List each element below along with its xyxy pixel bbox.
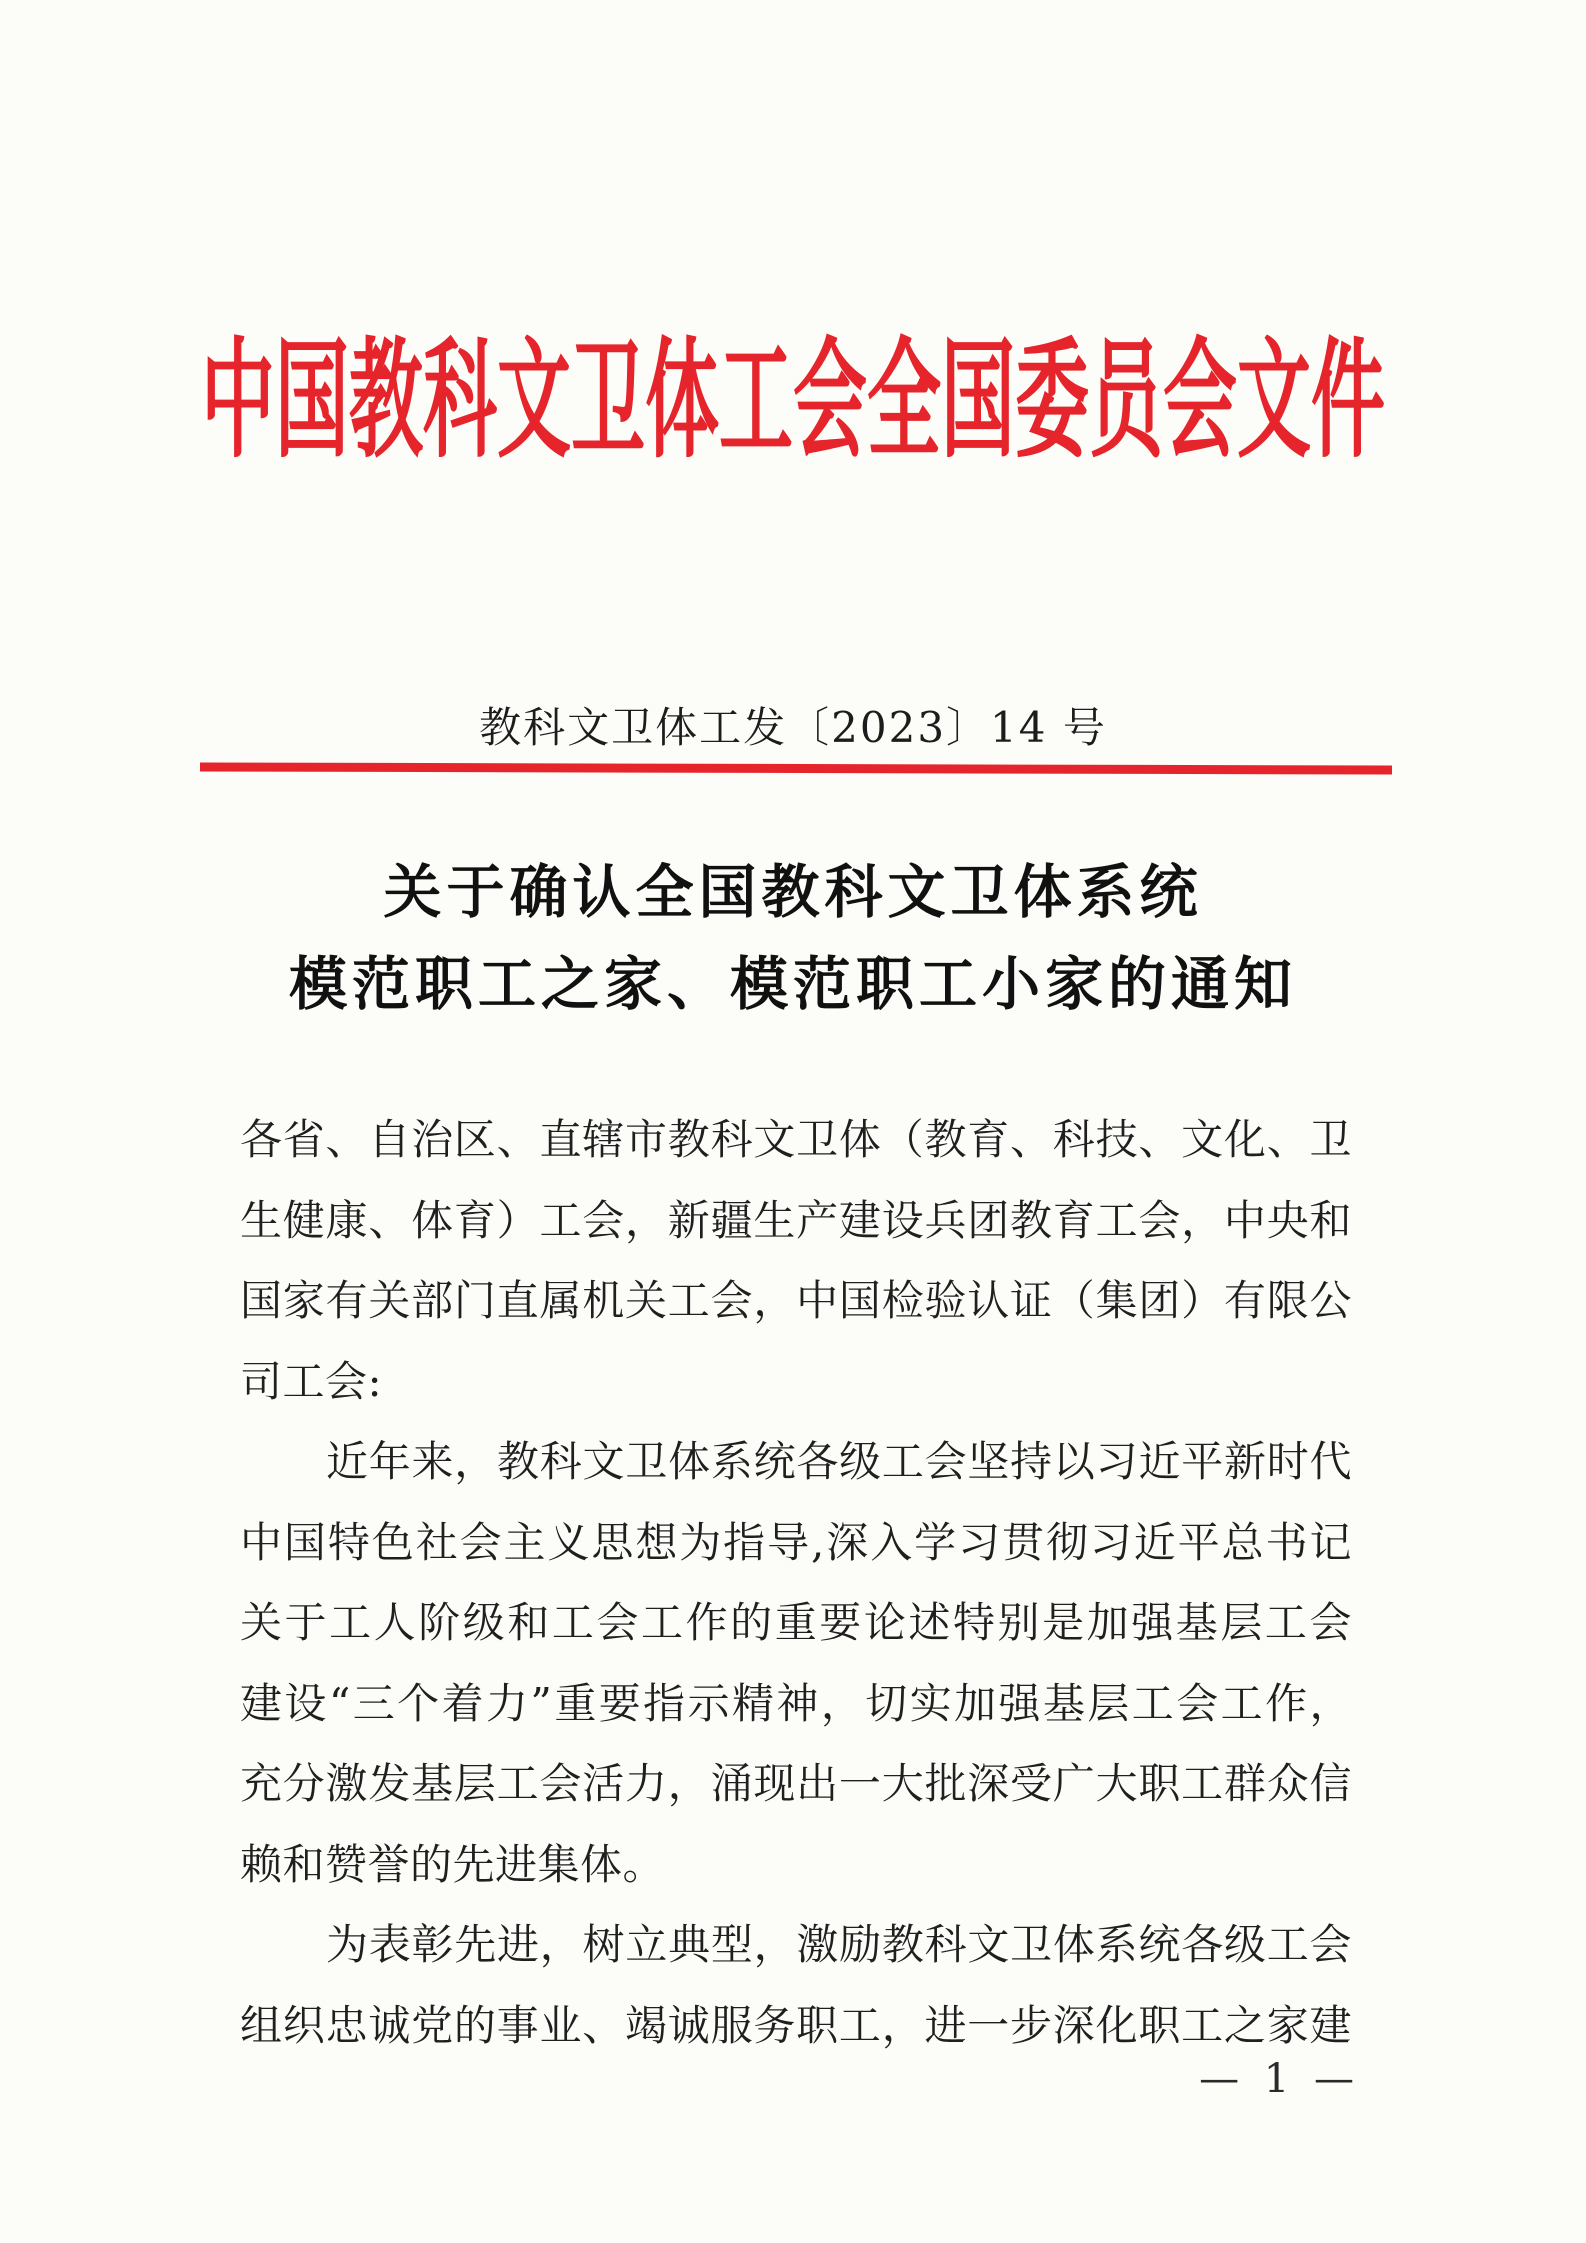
document-title-line2: 模范职工之家、模范职工小家的通知 <box>288 950 1297 1018</box>
body-line: 生健康、体育）工会，新疆生产建设兵团教育工会，中央和 <box>240 1195 1352 1245</box>
red-divider-line <box>200 762 1392 774</box>
body-line: 司工会: <box>240 1356 383 1406</box>
body-line: 赖和赞誉的先进集体。 <box>240 1839 666 1889</box>
body-line: 关于工人阶级和工会工作的重要论述特别是加强基层工会 <box>240 1598 1352 1647</box>
document-number: 教科文卫体工发〔2023〕14 号 <box>479 703 1107 752</box>
document-body <box>240 1100 1352 2066</box>
body-line: 国家有关部门直属机关工会，中国检验认证（集团）有限公 <box>240 1276 1352 1325</box>
body-line: 中国特色社会主义思想为指导,深入学习贯彻习近平总书记 <box>240 1517 1352 1567</box>
page-number: — 1 — <box>1199 2056 1360 2102</box>
body-line: 建设“三个着力”重要指示精神，切实加强基层工会工作， <box>240 1678 1352 1728</box>
body-line: 充分激发基层工会活力，涌现出一大批深受广大职工群众信 <box>240 1759 1352 1808</box>
org-title-text: 中国教科文卫体工会全国委员会文件 <box>201 325 1385 477</box>
document-title <box>0 846 1586 1030</box>
body-line: 组织忠诚党的事业、竭诚服务职工，进一步深化职工之家建 <box>240 2000 1352 2050</box>
red-header-banner <box>0 325 1586 477</box>
body-line: 为表彰先进，树立典型，激励教科文卫体系统各级工会 <box>326 1920 1352 1969</box>
body-line: 近年来，教科文卫体系统各级工会坚持以习近平新时代 <box>326 1437 1352 1486</box>
document-title-line1: 关于确认全国教科文卫体系统 <box>383 858 1203 926</box>
body-line: 各省、自治区、直辖市教科文卫体（教育、科技、文化、卫 <box>240 1115 1352 1164</box>
